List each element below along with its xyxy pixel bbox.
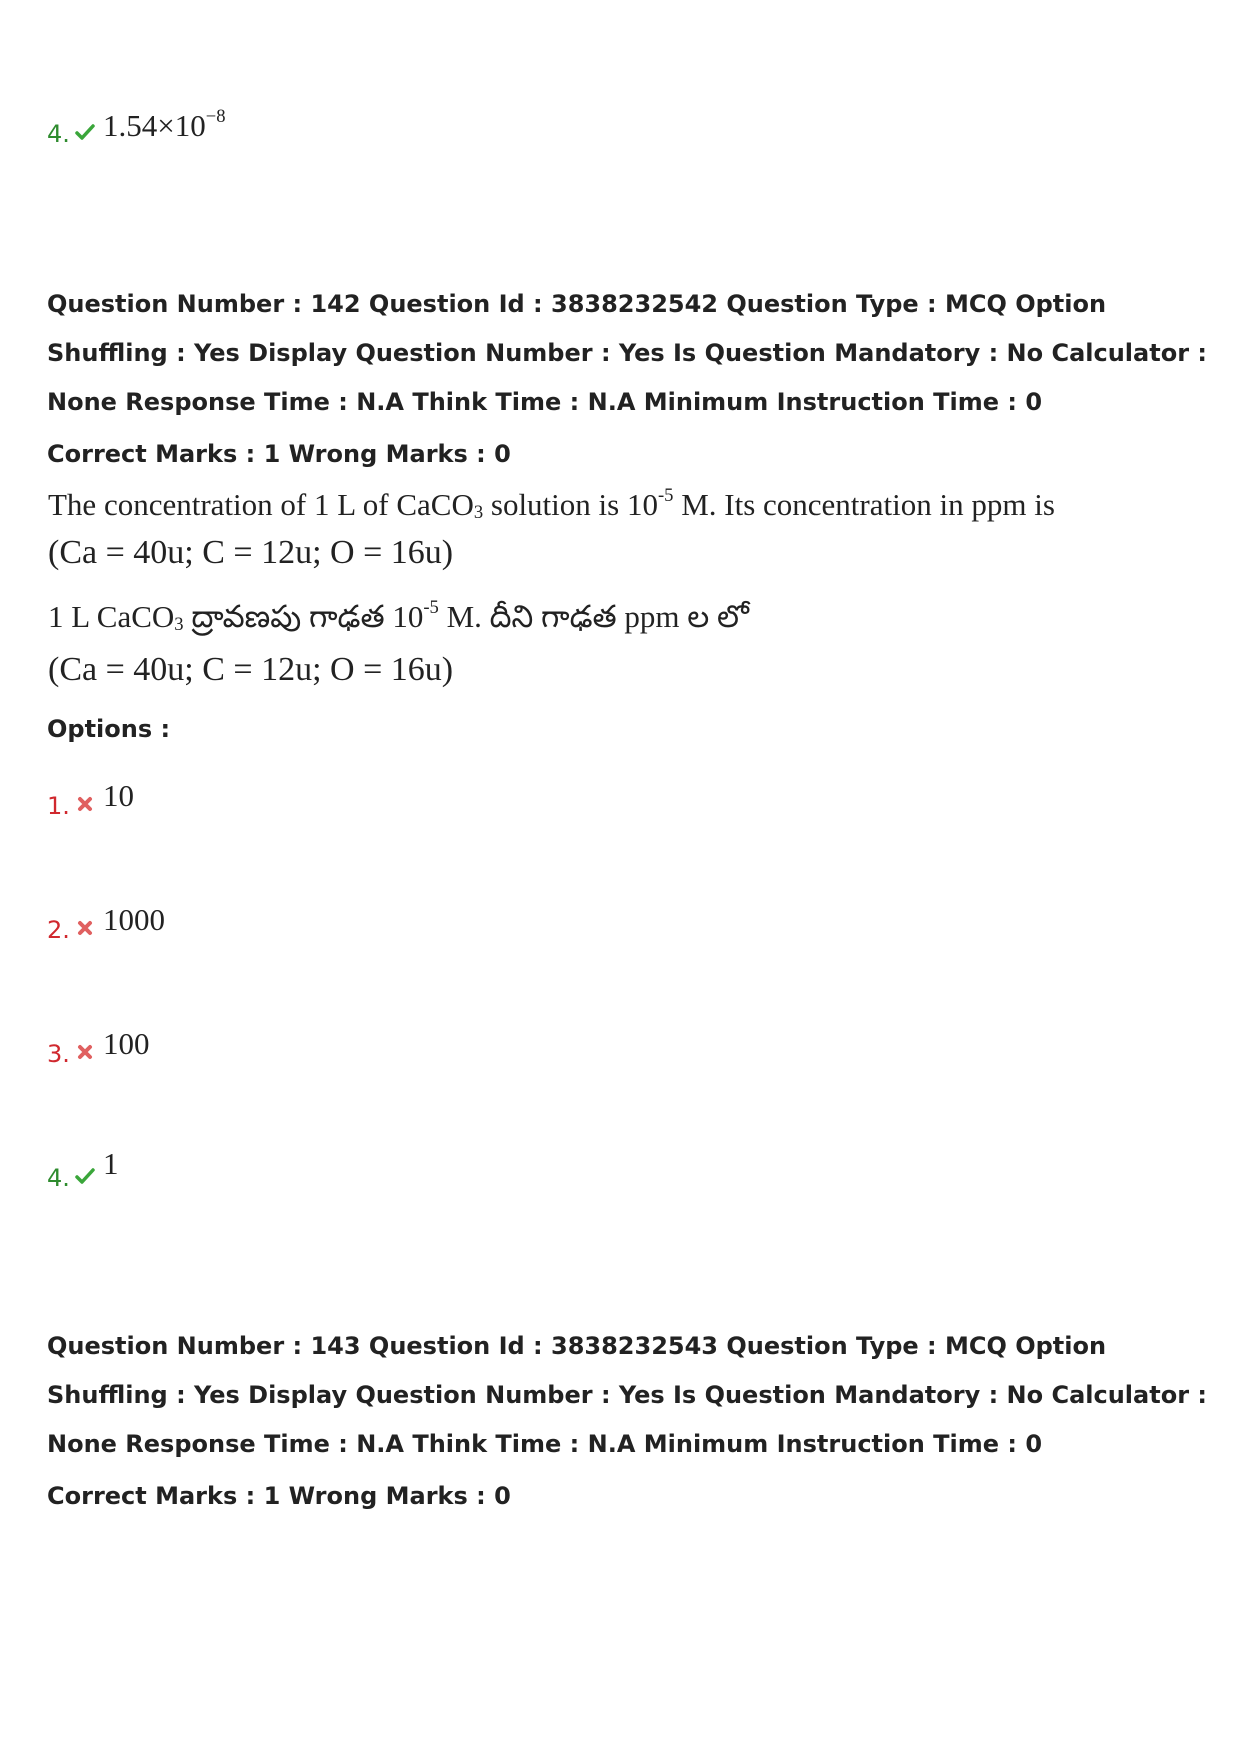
english-pre: The concentration of 1 L of CaCO <box>48 487 474 522</box>
checkmark-icon <box>75 1166 95 1186</box>
question-meta: Question Number : 142 Question Id : 3838232542 Question Type : MCQ Option Shuffling : Yes Display Question Number : Yes Is Question Mandatory : No Calculator : None Response Time : N.A Think Time : N.A Minimum Instruction Time : 0 <box>47 290 1207 416</box>
option-3 <box>47 1026 150 1068</box>
option-number: 4. <box>47 120 70 148</box>
option-2 <box>47 902 165 944</box>
question-marks: Correct Marks : 1 Wrong Marks : 0 <box>47 1482 511 1510</box>
english-sub: 3 <box>473 501 484 523</box>
option-number: 1. <box>47 792 70 820</box>
question-text-english <box>48 485 1055 525</box>
option-value <box>103 108 226 144</box>
telugu-pre: 1 L CaCO <box>48 599 175 634</box>
option-number: 4. <box>47 1164 70 1192</box>
option-1 <box>47 778 134 820</box>
english-mid: solution is 10 <box>483 487 658 522</box>
times-sign: × <box>157 108 175 143</box>
option-value: 10 <box>103 778 134 813</box>
english-post: M. Its concentration in ppm is <box>673 487 1055 522</box>
option-4 <box>47 1146 119 1192</box>
options-label: Options : <box>47 715 171 743</box>
question-meta: Question Number : 143 Question Id : 3838232543 Question Type : MCQ Option Shuffling : Yes Display Question Number : Yes Is Question Mandatory : No Calculator : None Response Time : N.A Think Time : N.A Minimum Instruction Time : 0 <box>47 1332 1207 1458</box>
exponent: −8 <box>205 106 226 128</box>
option-number: 3. <box>47 1040 70 1068</box>
cross-icon <box>75 918 95 938</box>
option-number: 2. <box>47 916 70 944</box>
atomic-masses: (Ca = 40u; C = 12u; O = 16u) <box>48 534 454 571</box>
option-value: 1000 <box>103 902 165 937</box>
mantissa: 1.54 <box>103 108 158 143</box>
base: 10 <box>174 108 206 143</box>
english-sup: -5 <box>657 485 674 507</box>
telugu-sup: -5 <box>423 597 439 619</box>
option-value: 1 <box>103 1146 119 1181</box>
cross-icon <box>75 1042 95 1062</box>
telugu-mid: ద్రావణపు గాఢత 10 <box>183 599 424 634</box>
question-marks: Correct Marks : 1 Wrong Marks : 0 <box>47 440 511 468</box>
telugu-post: M. దీని గాఢత ppm ల లో <box>438 599 749 634</box>
telugu-sub: 3 <box>174 613 184 635</box>
checkmark-icon <box>75 122 95 142</box>
prev-option-4 <box>47 106 226 148</box>
atomic-masses-telugu: (Ca = 40u; C = 12u; O = 16u) <box>48 651 454 688</box>
question-text-telugu <box>48 597 749 637</box>
option-value: 100 <box>103 1026 150 1061</box>
cross-icon <box>75 794 95 814</box>
